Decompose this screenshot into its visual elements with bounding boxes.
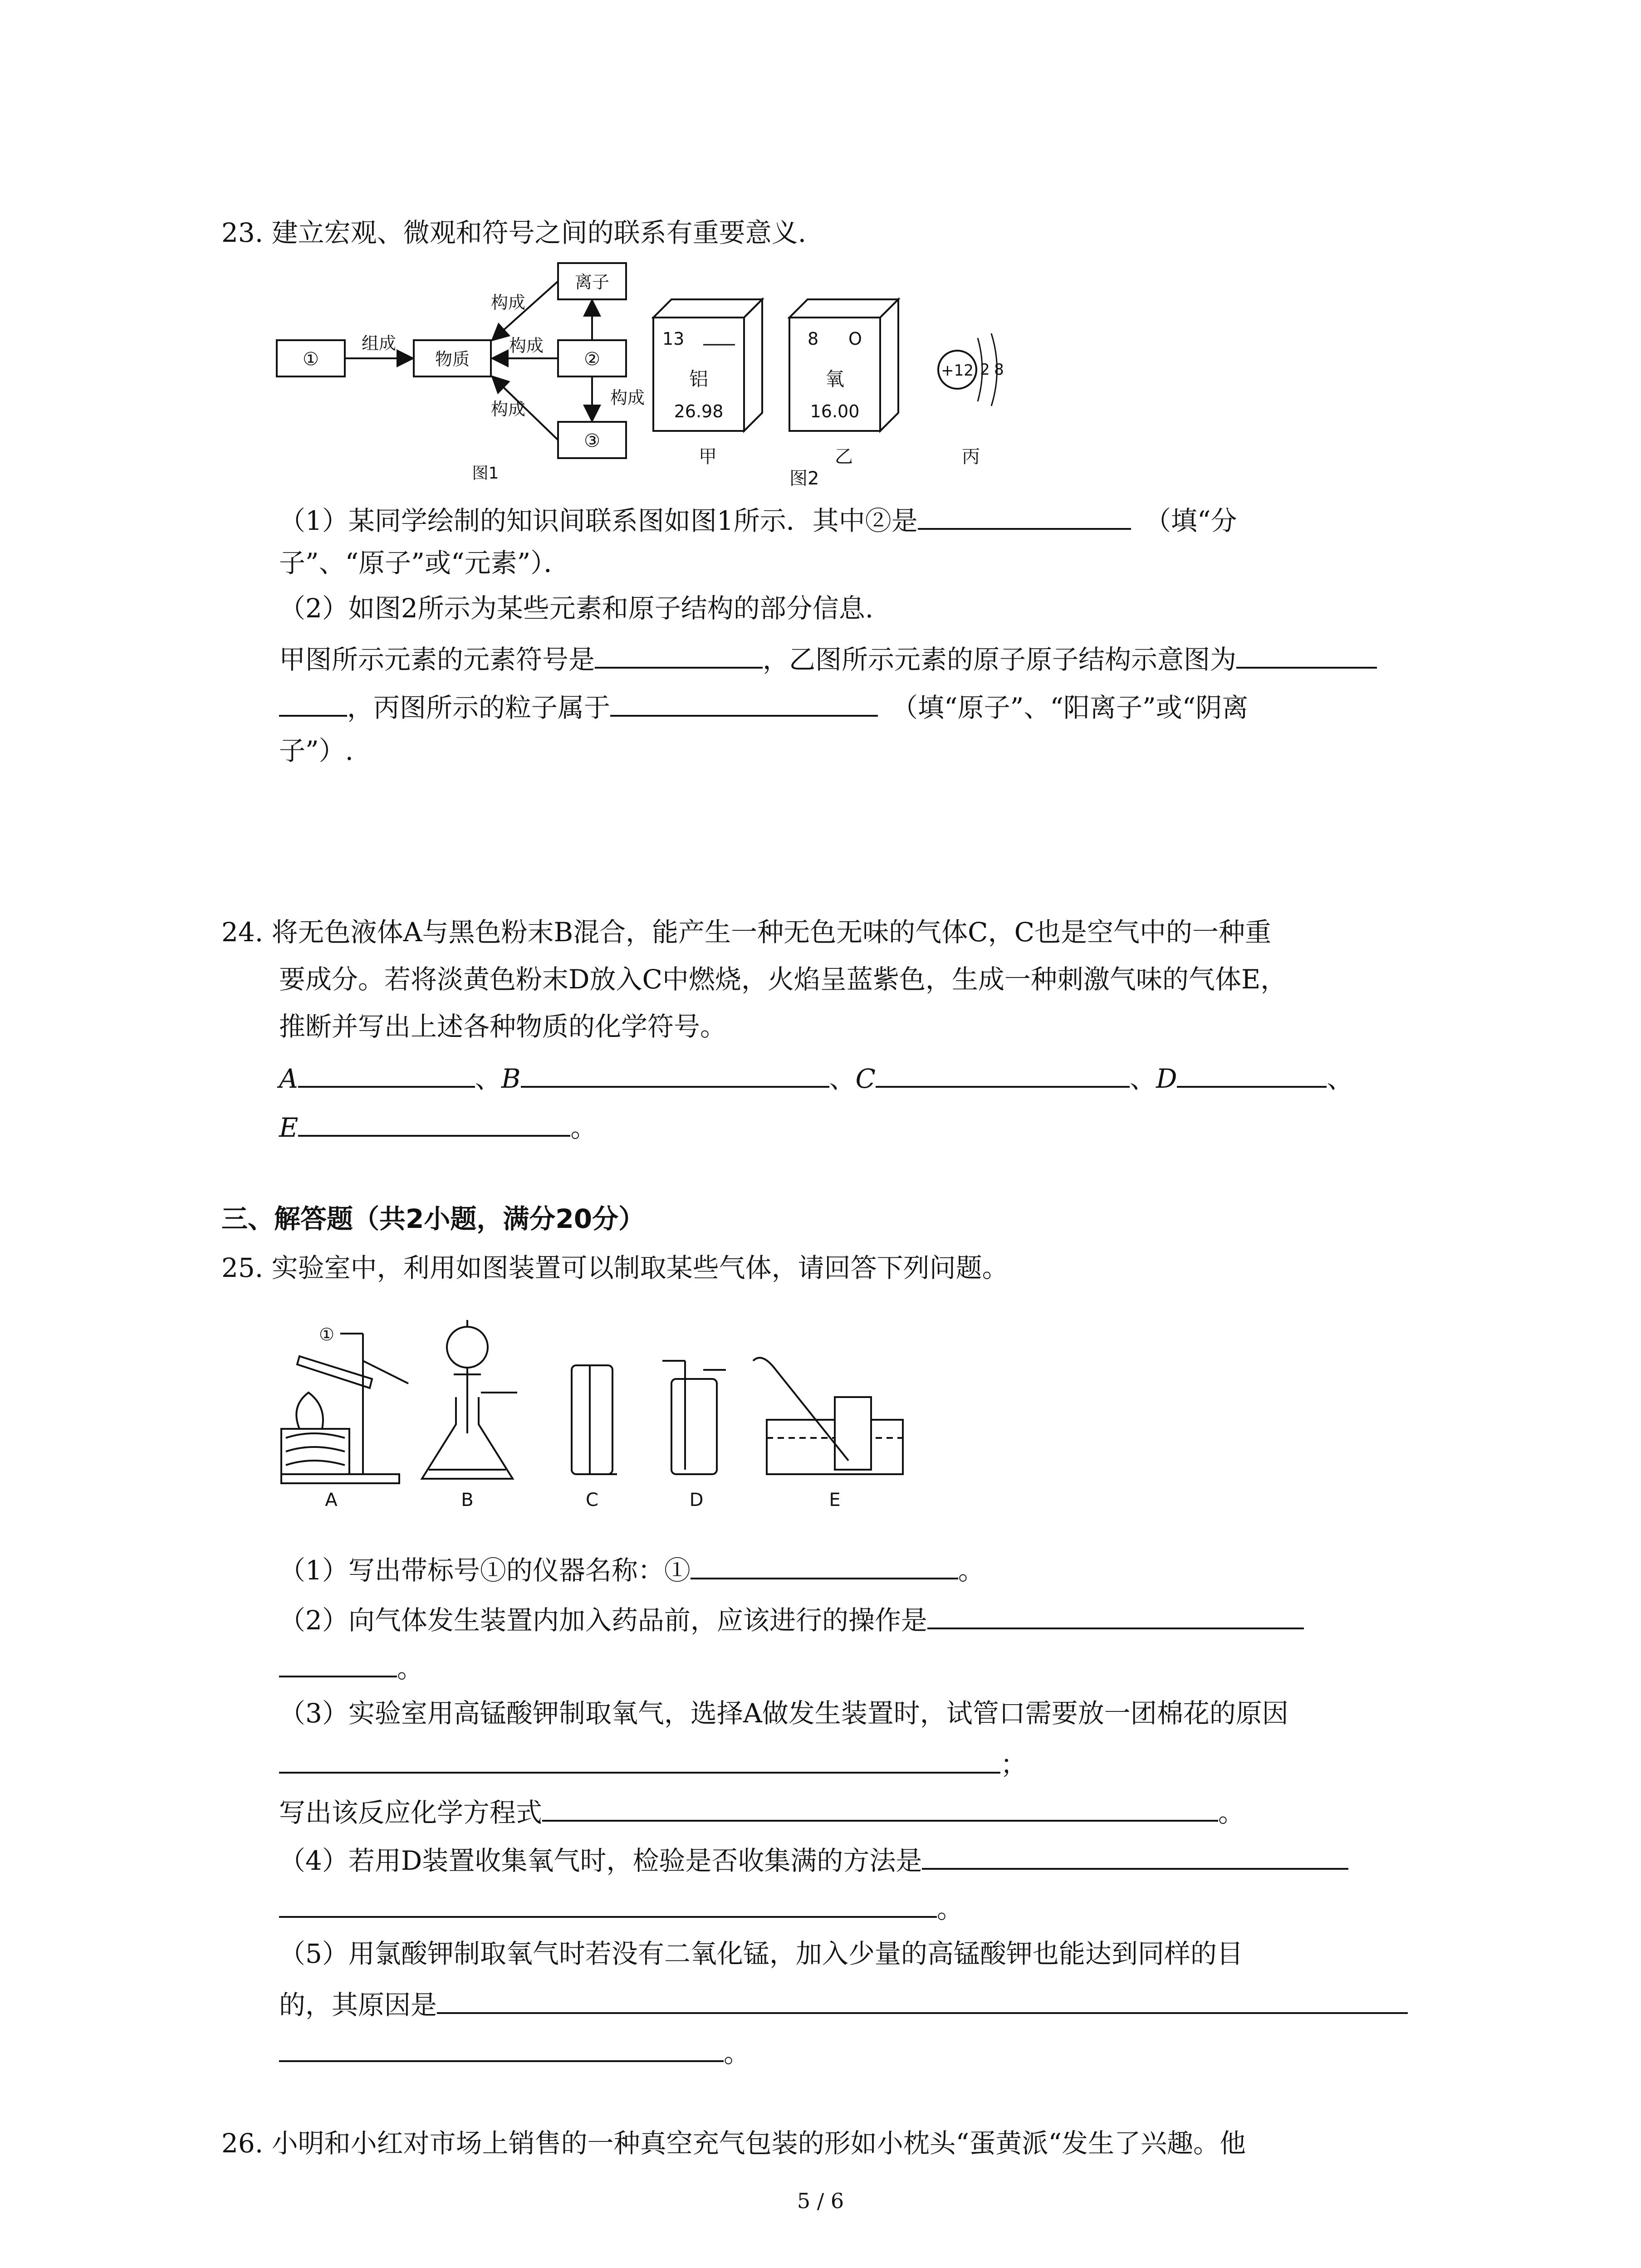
fig1-construct-mid: 构成	[509, 336, 544, 356]
q24-line-2: 要成分。若将淡黄色粉末D放入C中燃烧，火焰呈蓝紫色，生成一种刺激气味的气体E，	[279, 964, 1287, 995]
apparatus-d	[662, 1361, 726, 1474]
q23-p5: 子”）.	[279, 735, 354, 766]
q25-p3-eq: 写出该反应化学方程式 。	[279, 1794, 1244, 1828]
jia-label: 甲	[699, 446, 717, 467]
q25-blank-4a[interactable]	[922, 1842, 1348, 1870]
q25-stem: 25. 实验室中，利用如图装置可以制取某些气体，请回答下列问题。	[221, 1252, 1009, 1283]
bing-shell-1: 2	[980, 361, 990, 379]
apparatus-mark-1: ①	[318, 1325, 335, 1344]
fig2-caption: 图2	[789, 468, 819, 489]
q24-blank-d[interactable]	[1177, 1060, 1327, 1088]
q25-p3-cont: ；	[279, 1745, 1027, 1780]
bing-shell-2: 8	[994, 361, 1004, 379]
bing-nucleus: +12	[941, 362, 974, 380]
q23-stem: 23. 建立宏观、微观和符号之间的联系有重要意义.	[221, 217, 807, 248]
q25-blank-3a[interactable]	[279, 1745, 1000, 1774]
yi-number: 8	[808, 329, 819, 349]
q25-p4: （4）若用D装置收集氧气时，检验是否收集满的方法是	[279, 1842, 1348, 1877]
q23-p4: ，丙图所示的粒子属于 （填“原子”、“阳离子”或“阴离	[279, 689, 1248, 723]
apparatus-c	[572, 1365, 617, 1474]
q25-p5: （5）用氯酸钾制取氧气时若没有二氧化锰，加入少量的高锰酸钾也能达到同样的目	[279, 1938, 1243, 1969]
q25-apparatus-figure	[272, 1306, 916, 1524]
q23-figure1	[272, 254, 645, 483]
jia-name: 铝	[689, 368, 709, 390]
apparatus-label-a: A	[325, 1490, 338, 1510]
fig1-construct-top: 构成	[490, 293, 526, 313]
q25-blank-1[interactable]	[691, 1551, 958, 1579]
element-cube-jia	[653, 299, 762, 467]
q23-answer-blank-2[interactable]	[595, 640, 763, 669]
fig1-compose: 组成	[361, 333, 397, 353]
yi-label: 乙	[835, 446, 853, 467]
fig1-caption: 图1	[472, 464, 499, 483]
yi-name: 氧	[825, 368, 845, 390]
q25-blank-5b[interactable]	[279, 2034, 724, 2062]
q24-line-3: 推断并写出上述各种物质的化学符号。	[279, 1011, 727, 1042]
q24-answers-row-2: E 。	[279, 1109, 597, 1144]
bing-label: 丙	[962, 446, 980, 467]
q23-figure2	[653, 295, 1062, 476]
q24-line-1: 24. 将无色液体A与黑色粉末B混合，能产生一种无色无味的气体C，C也是空气中的一种重	[221, 917, 1271, 948]
apparatus-label-b: B	[461, 1490, 474, 1510]
fig1-label-2: ②	[584, 349, 600, 370]
q25-blank-3b[interactable]	[542, 1794, 1218, 1822]
q23-p1: （1）某同学绘制的知识间联系图如图1所示．其中②是 （填“分	[279, 502, 1237, 537]
q23-answer-blank-1[interactable]	[918, 502, 1131, 530]
fig1-construct-bottom: 构成	[490, 399, 526, 419]
q25-p2-cont: 。	[279, 1649, 423, 1684]
q24-answers-row-1: A 、B 、C 、D 、	[279, 1060, 1353, 1095]
q24-blank-c[interactable]	[876, 1060, 1130, 1088]
yi-symbol: O	[848, 329, 862, 349]
apparatus-label-c: C	[586, 1490, 598, 1510]
element-cube-yi	[789, 299, 898, 467]
fig1-ion: 离子	[574, 272, 610, 292]
q25-blank-2b[interactable]	[279, 1649, 397, 1677]
fig1-substance: 物质	[435, 349, 470, 369]
q25-blank-2a[interactable]	[927, 1601, 1304, 1629]
q23-p3: 甲图所示元素的元素符号是 ，乙图所示元素的原子原子结构示意图为	[279, 640, 1377, 675]
fig1-label-3: ③	[584, 430, 600, 451]
q25-p5-end: 。	[279, 2034, 750, 2069]
apparatus-e	[753, 1358, 903, 1474]
section-3-heading: 三、解答题（共2小题，满分20分）	[221, 1203, 645, 1234]
jia-mass: 26.98	[674, 401, 724, 421]
q25-p5-cont: 的，其原因是	[279, 1986, 1408, 2021]
q23-p2: （2）如图2所示为某些元素和原子结构的部分信息.	[279, 593, 874, 624]
q24-blank-a[interactable]	[298, 1060, 475, 1088]
q25-p3: （3）实验室用高锰酸钾制取氧气，选择A做发生装置时，试管口需要放一团棉花的原因	[279, 1698, 1288, 1729]
q26-line-1: 26. 小明和小红对市场上销售的一种真空充气包装的形如小枕头“蛋黄派“发生了兴趣。他	[221, 2128, 1246, 2159]
jia-number: 13	[662, 329, 685, 349]
ion-structure-bing	[938, 333, 1004, 467]
q24-blank-e[interactable]	[298, 1109, 570, 1137]
q25-p2: （2）向气体发生装置内加入药品前，应该进行的操作是	[279, 1601, 1304, 1636]
q25-p4-cont: 。	[279, 1890, 963, 1925]
apparatus-a	[281, 1334, 408, 1483]
q25-blank-5a[interactable]	[437, 1986, 1408, 2014]
apparatus-label-d: D	[689, 1490, 704, 1510]
q24-blank-b[interactable]	[521, 1060, 829, 1088]
apparatus-label-e: E	[829, 1490, 841, 1510]
q25-blank-4b[interactable]	[279, 1890, 937, 1918]
q23-p1-cont: 子”、“原子”或“元素”）．	[279, 547, 570, 578]
q23-answer-blank-3[interactable]	[1236, 640, 1377, 669]
yi-mass: 16.00	[810, 401, 860, 421]
apparatus-b	[422, 1320, 517, 1479]
q23-answer-blank-3b[interactable]	[279, 689, 347, 717]
fig1-construct-right: 构成	[610, 388, 645, 408]
fig1-label-1: ①	[303, 349, 319, 370]
q23-answer-blank-4[interactable]	[610, 689, 878, 717]
q25-p1: （1）写出带标号①的仪器名称：① 。	[279, 1551, 985, 1586]
page-number: 5 / 6	[797, 2189, 844, 2213]
